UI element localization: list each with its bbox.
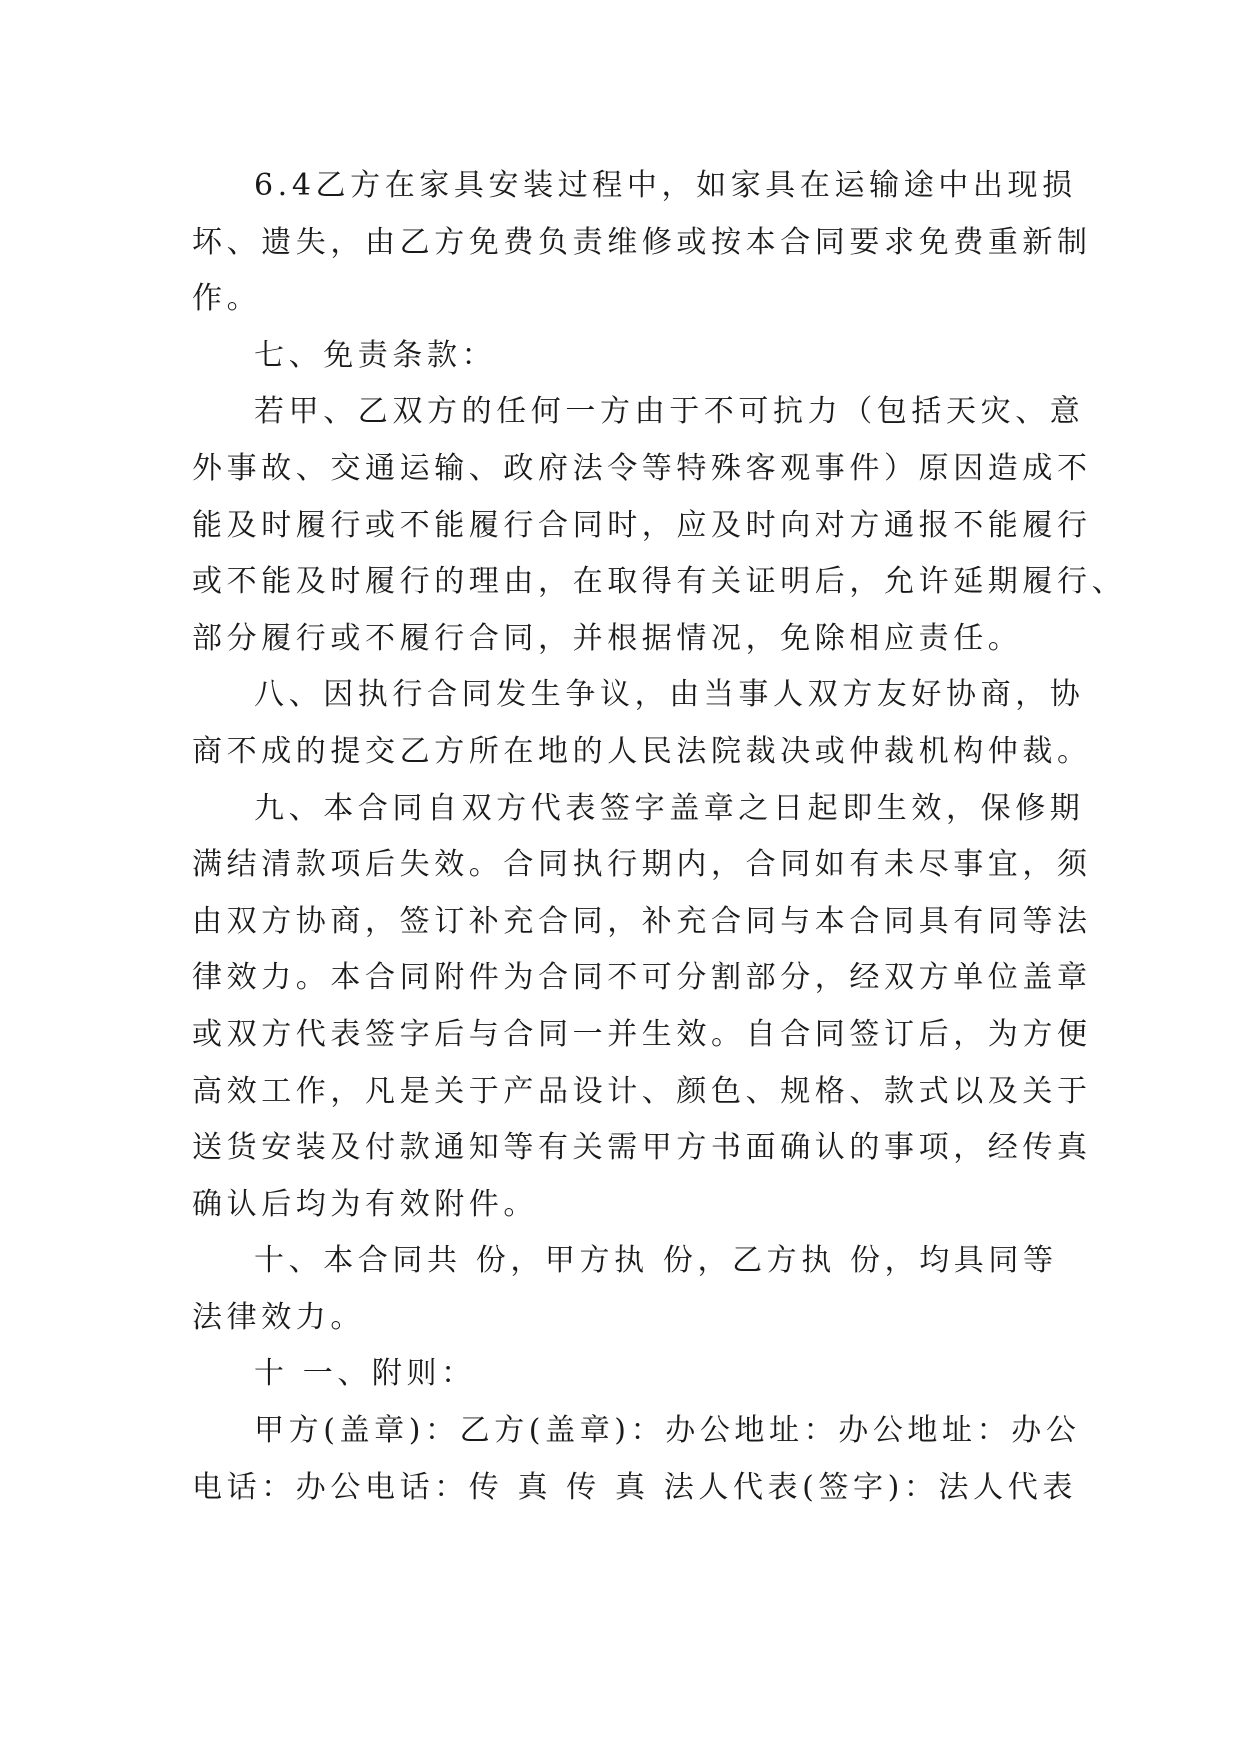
text-line: 作。 (192, 281, 262, 317)
text-line: 坏、遗失，由乙方免费负责维修或按本合同要求免费重新制 (192, 224, 1092, 260)
paragraph-section-8 (192, 667, 1092, 780)
paragraph-signatures (192, 1403, 1081, 1516)
heading-exemption-clause (192, 328, 1052, 385)
text-line: 法律效力。 (192, 1299, 365, 1335)
heading-appendix (192, 1346, 1052, 1403)
paragraph-6-4 (192, 158, 1092, 328)
text-line: 九、本合同自双方代表签字盖章之日起即生效，保修期 (254, 790, 1085, 826)
text-line: 或双方代表签字后与合同一并生效。自合同签订后，为方便 (192, 1016, 1092, 1052)
text-line: 商不成的提交乙方所在地的人民法院裁决或仲裁机构仲裁。 (192, 733, 1092, 769)
section-heading: 十 一、附则： (254, 1356, 476, 1392)
document-page (192, 158, 1127, 1516)
text-line: 外事故、交通运输、政府法令等特殊客观事件）原因造成不 (192, 450, 1092, 486)
text-line: 满结清款项后失效。合同执行期内，合同如有未尽事宜，须 (192, 847, 1092, 883)
text-line: 八、因执行合同发生争议，由当事人双方友好协商，协 (254, 677, 1085, 713)
paragraph-force-majeure (192, 384, 1127, 667)
text-line: 部分履行或不履行合同，并根据情况，免除相应责任。 (192, 620, 1023, 656)
text-line: 送货安装及付款通知等有关需甲方书面确认的事项，经传真 (192, 1130, 1092, 1166)
text-line: 能及时履行或不能履行合同时，应及时向对方通报不能履行 (192, 507, 1092, 543)
text-line: 若甲、乙双方的任何一方由于不可抗力（包括天灾、意 (254, 394, 1085, 430)
paragraph-section-10 (192, 1233, 1058, 1346)
text-line: 十、本合同共 份，甲方执 份，乙方执 份，均具同等 (254, 1243, 1058, 1279)
text-line: 律效力。本合同附件为合同不可分割部分，经双方单位盖章 (192, 960, 1092, 996)
text-line: 由双方协商，签订补充合同，补充合同与本合同具有同等法 (192, 903, 1092, 939)
paragraph-section-9 (192, 781, 1092, 1234)
text-line: 甲方(盖章)：乙方(盖章)：办公地址：办公地址：办公 (254, 1413, 1081, 1449)
text-line: 或不能及时履行的理由，在取得有关证明后，允许延期履行、 (192, 564, 1127, 600)
section-heading: 七、免责条款： (254, 337, 497, 373)
text-line: 确认后均为有效附件。 (192, 1186, 538, 1222)
text-line: 电话：办公电话：传 真 传 真 法人代表(签字)：法人代表 (192, 1469, 1077, 1505)
text-line: 6.4乙方在家具安装过程中，如家具在运输途中出现损 (254, 168, 1077, 203)
text-line: 高效工作，凡是关于产品设计、颜色、规格、款式以及关于 (192, 1073, 1092, 1109)
